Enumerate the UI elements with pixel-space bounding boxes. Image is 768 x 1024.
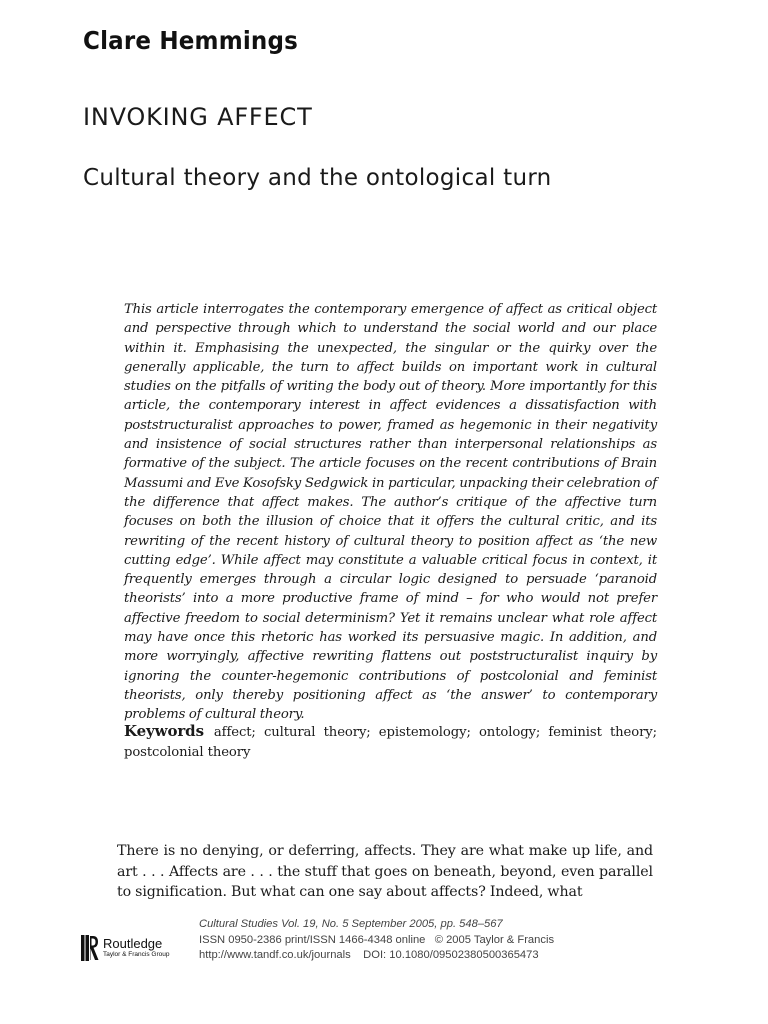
journal-footer [199,917,554,964]
keywords-text: affect; cultural theory; epistemology; ontology; feminist theory; postcolonial theory [124,725,657,760]
issn-line: ISSN 0950-2386 print/ISSN 1466-4348 online © 2005 Taylor & Francis [199,933,555,946]
abstract: This article interrogates the contemporary emergence of affect as critical object and perspective through which to understand the social world and our place within it. Emphasising the unexpected, the singular or the quirky over the generally applicable, the turn to affect builds on important work in cultural studies on the pitfalls of writing the body out of theory. More importantly for this article, the contemporary interest in affect evidences a dissatisfaction with poststructuralist approaches to power, framed as hegemonic in their negativity and insistence of social structures rather than interpersonal relationships as formative of the subject. The article focuses on the recent contributions of Brain Massumi and Eve Kosofsky Sedgwick in particular, unpacking their celebration of the difference that affect makes. The author’s critique of the affective turn focuses on both the illusion of choice that it offers the cultural critic, and its rewriting of the recent history of cultural theory to position affect as ‘the new cutting edge’. While affect may constitute a valuable critical focus in context, it frequently emerges through a circular logic designed to persuade ‘paranoid theorists’ into a more productive frame of mind – for who would not prefer affective freedom to social determinism? Yet it remains unclear what role affect may have once this rhetoric has worked its persuasive magic. In addition, and more worryingly, affective rewriting flattens out poststructuralist inquiry by ignoring the counter-hegemonic contributions of postcolonial and feminist theorists, only thereby positioning affect as ‘the answer’ to contemporary problems of cultural theory. [124,302,657,723]
keywords-block [124,721,657,763]
journal-citation: Cultural Studies Vol. 19, No. 5 September 2005, pp. 548–567 [199,918,503,930]
publisher-name: Routledge [103,936,163,952]
publisher-logo [81,934,191,962]
author-name: Clare Hemmings [83,26,299,55]
routledge-r-logo-icon [81,935,99,961]
keywords-label: Keywords [124,722,204,740]
article-subtitle: Cultural theory and the ontological turn [83,165,552,191]
url-doi-line: http://www.tandf.co.uk/journals DOI: 10.1080/09502380500365473 [199,949,539,961]
body-text-opening: There is no denying, or deferring, affects. They are what make up life, and art . . . Affects are . . . the stuff that goes on beneath, beyond, even parallel to signification. But what can one say about affects? Indeed, what [117,843,653,900]
publisher-group: Taylor & Francis Group [103,951,170,959]
article-title: INVOKING AFFECT [83,103,313,131]
